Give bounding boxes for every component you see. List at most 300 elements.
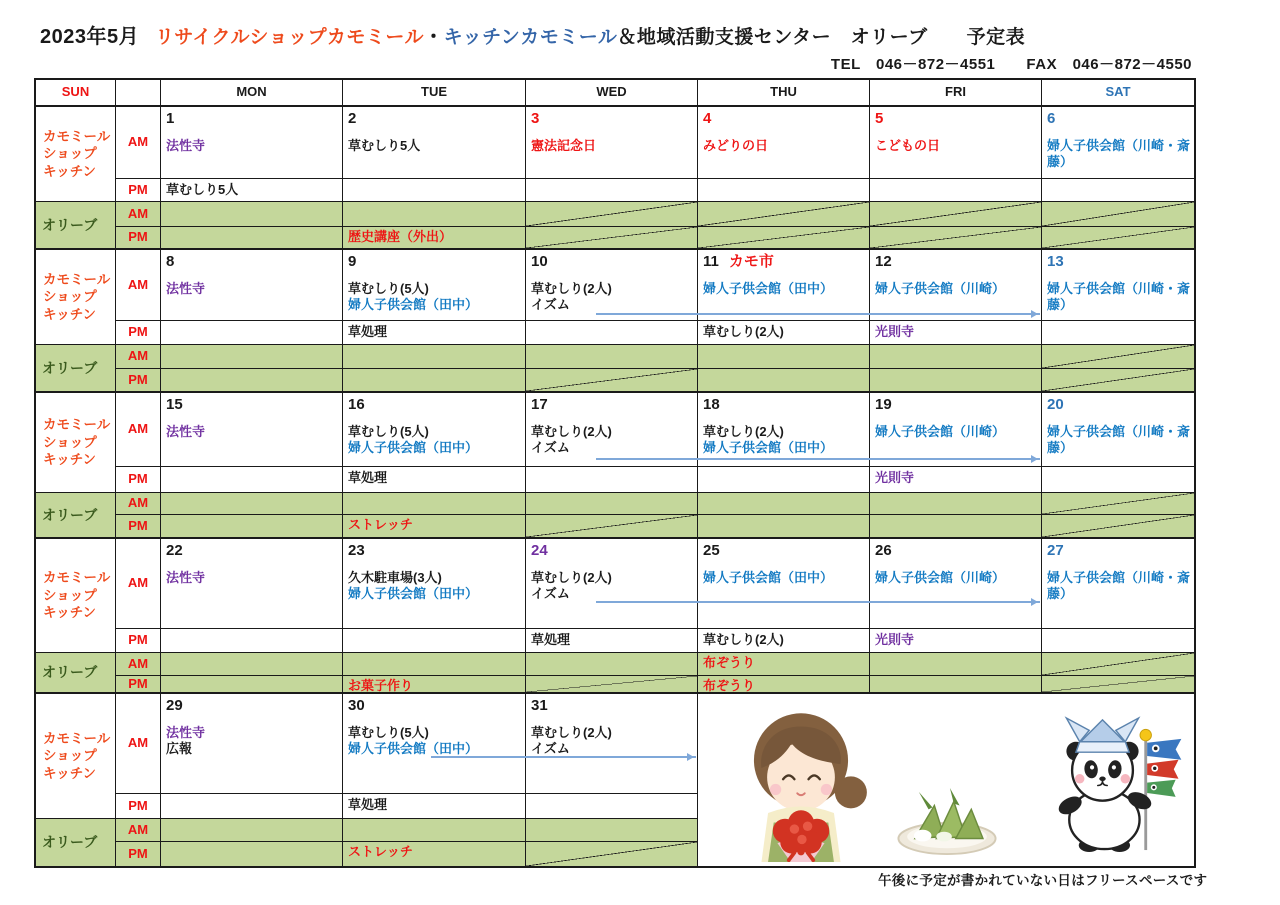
header-label: SAT (1105, 84, 1131, 100)
event-text: 婦人子供会館（田中） (348, 741, 479, 757)
pm-label: PM (128, 517, 148, 533)
illustration-cell (698, 694, 1194, 866)
olive-am-day-23 (343, 653, 526, 676)
event-text: 草処理 (531, 632, 571, 647)
event-text: 布ぞうり (703, 655, 756, 670)
day-23-am-cell (343, 539, 526, 629)
event-text: 婦人子供会館（川崎） (875, 423, 1006, 439)
am-row-label (116, 393, 161, 467)
pm-label: PM (128, 181, 148, 197)
day-number-line (1047, 252, 1190, 272)
event-text: 婦人子供会館（田中） (703, 280, 834, 296)
day-number-line (348, 252, 521, 272)
olive-am-day-6 (1042, 202, 1194, 227)
day-number: 22 (166, 542, 183, 559)
schedule-arrow-week4 (596, 601, 1040, 603)
chamomile-row-label (36, 250, 116, 345)
pm-label: PM (128, 632, 148, 648)
event-text: 法性寺 (166, 423, 206, 439)
day-20-am-cell (1042, 393, 1194, 467)
event-text: 婦人子供会館（田中） (348, 297, 479, 313)
chamomile-label-line: キッチン (43, 163, 97, 179)
am-events (531, 570, 693, 604)
olive-pm-day-18 (698, 515, 870, 539)
event-text: 久木駐車場(3人) (348, 569, 442, 585)
olive-pm-row-label (116, 227, 161, 250)
olive-am-day-29 (161, 819, 343, 842)
olive-pm-day-26 (870, 676, 1042, 694)
event-text: 法性寺 (166, 137, 206, 153)
olive-am-day-27 (1042, 653, 1194, 676)
am-label: AM (127, 495, 149, 511)
am-events (348, 138, 521, 155)
olive-row-label (36, 653, 116, 694)
olive-label: オリーブ (42, 664, 98, 681)
chamomile-row-label (36, 107, 116, 202)
day-number: 9 (348, 253, 357, 270)
event-text: イズム (531, 741, 570, 757)
event-text: 婦人子供会館（川崎・斎藤） (1047, 137, 1191, 170)
olive-pm-day-19 (870, 515, 1042, 539)
olive-pm-row-label (116, 676, 161, 694)
olive-pm-day-22 (161, 676, 343, 694)
day-number: 27 (1047, 542, 1064, 559)
am-events (703, 281, 865, 298)
page-title (40, 20, 1025, 49)
event-text: ストレッチ (348, 517, 413, 532)
olive-am-day-19 (870, 493, 1042, 515)
day-13-am-cell (1042, 250, 1194, 321)
schedule-arrow-week5 (431, 756, 696, 758)
olive-am-row-label (116, 493, 161, 515)
event-text: 婦人子供会館（田中） (348, 440, 479, 456)
olive-pm-day-13 (1042, 369, 1194, 393)
olive-pm-day-1 (161, 227, 343, 250)
olive-pm-row-label (116, 369, 161, 393)
event-text: 婦人子供会館（田中） (703, 569, 834, 585)
olive-am-day-10 (526, 345, 698, 369)
pm-label: PM (128, 371, 148, 387)
day-12-pm-cell (870, 321, 1042, 345)
day-29-am-cell (161, 694, 343, 794)
day-number-line (166, 109, 338, 129)
day-20-pm-cell (1042, 467, 1194, 493)
chamomile-label-line: カモミール (43, 417, 111, 433)
day-3-pm-cell (526, 179, 698, 202)
title-shop-name: リサイクルショップカモミール (155, 27, 425, 48)
schedule-arrow-week2 (596, 313, 1040, 315)
day-number-line (1047, 541, 1190, 561)
pm-row-label (116, 629, 161, 653)
olive-am-day-25 (698, 653, 870, 676)
pm-row-label (116, 467, 161, 493)
olive-pm-day-17 (526, 515, 698, 539)
am-events (703, 570, 865, 587)
pm-label: PM (128, 676, 148, 691)
chamomile-label-line: ショップ (43, 146, 97, 162)
day-number-line (531, 395, 693, 415)
day-31-am-cell (526, 694, 698, 794)
am-events (875, 424, 1037, 441)
olive-row-label (36, 819, 116, 866)
day-19-pm-cell (870, 467, 1042, 493)
am-events (348, 725, 521, 759)
header-label: MON (236, 84, 267, 100)
day-1-am-cell (161, 107, 343, 179)
am-events (531, 424, 693, 458)
day-25-pm-cell (698, 629, 870, 653)
day-number-line (166, 696, 338, 716)
chamomile-row-label (36, 694, 116, 819)
am-events (166, 138, 338, 155)
am-events (1047, 570, 1190, 604)
day-9-pm-cell (343, 321, 526, 345)
event-text: 草むしり(5人) (348, 280, 429, 296)
event-text: 婦人子供会館（川崎・斎藤） (1047, 423, 1191, 456)
day-number: 16 (348, 396, 365, 413)
olive-am-day-31 (526, 819, 698, 842)
am-label: AM (127, 735, 149, 751)
chimaki-plate-illustration (893, 788, 1001, 856)
header-thu (698, 80, 870, 107)
day-number: 3 (531, 110, 540, 127)
event-text: イズム (531, 440, 570, 456)
pm-row-label (116, 321, 161, 345)
olive-pm-day-24 (526, 676, 698, 694)
day-11-am-cell (698, 250, 870, 321)
event-text: 草処理 (348, 797, 388, 812)
day-number-line (348, 541, 521, 561)
day-number: 8 (166, 253, 175, 270)
olive-pm-day-16 (343, 515, 526, 539)
olive-pm-day-31 (526, 842, 698, 866)
event-text: 草むしり(2人) (531, 280, 612, 296)
olive-am-day-4 (698, 202, 870, 227)
title-kitchen-name: キッチンカモミール (443, 27, 618, 48)
event-text: 婦人子供会館（川崎） (875, 569, 1006, 585)
day-number-line (703, 395, 865, 415)
olive-am-row-label (116, 345, 161, 369)
olive-am-day-24 (526, 653, 698, 676)
olive-am-day-3 (526, 202, 698, 227)
day-number: 30 (348, 697, 365, 714)
day-8-pm-cell (161, 321, 343, 345)
am-events (1047, 424, 1190, 458)
day-2-am-cell (343, 107, 526, 179)
day-18-am-cell (698, 393, 870, 467)
olive-pm-day-27 (1042, 676, 1194, 694)
day-15-am-cell (161, 393, 343, 467)
olive-pm-day-15 (161, 515, 343, 539)
day-number-line (875, 395, 1037, 415)
day-number: 4 (703, 110, 712, 127)
header-label: TUE (421, 84, 447, 100)
header-wed (526, 80, 698, 107)
day-number: 19 (875, 396, 892, 413)
day-12-am-cell (870, 250, 1042, 321)
olive-am-day-18 (698, 493, 870, 515)
day-16-pm-cell (343, 467, 526, 493)
panda-koinobori-illustration (1036, 712, 1188, 857)
day-30-am-cell (343, 694, 526, 794)
am-label: AM (127, 421, 149, 437)
day-24-pm-cell (526, 629, 698, 653)
event-text: 草むしり5人 (166, 182, 239, 197)
chamomile-label-line: カモミール (43, 730, 111, 746)
day-number-line (703, 541, 865, 561)
day-19-am-cell (870, 393, 1042, 467)
chamomile-label-line: キッチン (43, 306, 97, 322)
am-events (703, 424, 865, 458)
day-26-pm-cell (870, 629, 1042, 653)
olive-am-day-2 (343, 202, 526, 227)
chamomile-label-line: キッチン (43, 605, 97, 621)
day-8-am-cell (161, 250, 343, 321)
event-text: 婦人子供会館（田中） (703, 440, 834, 456)
day-number: 5 (875, 110, 884, 127)
olive-pm-day-10 (526, 369, 698, 393)
day-note: カモ市 (728, 253, 774, 270)
chamomile-label-line: ショップ (43, 289, 97, 305)
olive-pm-day-29 (161, 842, 343, 866)
event-text: 光則寺 (875, 324, 915, 339)
day-27-am-cell (1042, 539, 1194, 629)
day-18-pm-cell (698, 467, 870, 493)
olive-am-day-15 (161, 493, 343, 515)
contact-line: TEL 046－872－4551 FAX 046－872－4550 (830, 56, 1192, 73)
olive-pm-day-4 (698, 227, 870, 250)
title-month: 2023年5月 (40, 26, 140, 48)
olive-pm-day-9 (343, 369, 526, 393)
event-text: 婦人子供会館（川崎・斎藤） (1047, 569, 1191, 602)
day-17-am-cell (526, 393, 698, 467)
event-text: 広報 (166, 741, 193, 757)
day-5-pm-cell (870, 179, 1042, 202)
day-number: 12 (875, 253, 892, 270)
chamomile-label-line: カモミール (43, 128, 111, 144)
olive-pm-day-25 (698, 676, 870, 694)
header-label: FRI (945, 84, 966, 100)
day-5-am-cell (870, 107, 1042, 179)
day-number: 15 (166, 396, 183, 413)
day-4-pm-cell (698, 179, 870, 202)
pm-row-label (116, 794, 161, 819)
chamomile-label-line: ショップ (43, 434, 97, 450)
olive-am-day-30 (343, 819, 526, 842)
day-22-pm-cell (161, 629, 343, 653)
event-text: イズム (531, 297, 570, 313)
event-text: 草処理 (348, 324, 388, 339)
am-events (166, 424, 338, 441)
am-events (531, 281, 693, 315)
day-10-pm-cell (526, 321, 698, 345)
event-text: 草むしり(5人) (348, 724, 429, 740)
day-22-am-cell (161, 539, 343, 629)
am-label: AM (127, 821, 149, 837)
olive-row-label (36, 345, 116, 393)
pm-row-label (116, 179, 161, 202)
header-sun (36, 80, 116, 107)
day-number: 26 (875, 542, 892, 559)
olive-am-day-13 (1042, 345, 1194, 369)
title-dot: ・ (424, 27, 444, 48)
day-number: 31 (531, 697, 548, 714)
event-text: 婦人子供会館（川崎・斎藤） (1047, 280, 1191, 313)
day-16-am-cell (343, 393, 526, 467)
olive-am-row-label (116, 819, 161, 842)
day-number-line (348, 109, 521, 129)
am-events (166, 281, 338, 298)
day-13-pm-cell (1042, 321, 1194, 345)
day-number-line (703, 252, 865, 272)
event-text: イズム (531, 586, 570, 602)
day-11-pm-cell (698, 321, 870, 345)
event-text: 草むしり(2人) (531, 423, 612, 439)
header-tue (343, 80, 526, 107)
event-text: 草むしり(2人) (703, 632, 784, 647)
am-events (531, 138, 693, 155)
am-label: AM (127, 575, 149, 591)
day-17-pm-cell (526, 467, 698, 493)
chamomile-row-label (36, 393, 116, 493)
am-events (166, 570, 338, 587)
event-text: 婦人子供会館（田中） (348, 586, 479, 602)
chamomile-label-line: キッチン (43, 765, 97, 781)
day-2-pm-cell (343, 179, 526, 202)
title-rest: ＆地域活動支援センター オリーブ 予定表 (617, 27, 1026, 48)
olive-am-day-12 (870, 345, 1042, 369)
am-events (703, 138, 865, 155)
day-6-am-cell (1042, 107, 1194, 179)
am-events (348, 424, 521, 458)
am-row-label (116, 694, 161, 794)
olive-pm-day-20 (1042, 515, 1194, 539)
am-label: AM (127, 348, 149, 364)
olive-pm-day-3 (526, 227, 698, 250)
event-text: 草むしり(2人) (703, 324, 784, 339)
am-events (166, 725, 338, 759)
day-number: 18 (703, 396, 720, 413)
day-number-line (1047, 395, 1190, 415)
chamomile-label-line: カモミール (43, 271, 111, 287)
am-events (1047, 281, 1190, 315)
am-events (1047, 138, 1190, 172)
event-text: みどりの日 (703, 137, 769, 153)
olive-label: オリーブ (42, 359, 98, 376)
olive-label: オリーブ (42, 834, 98, 851)
olive-am-day-16 (343, 493, 526, 515)
olive-pm-day-5 (870, 227, 1042, 250)
day-number-line (166, 252, 338, 272)
day-10-am-cell (526, 250, 698, 321)
olive-am-day-17 (526, 493, 698, 515)
day-number-line (875, 109, 1037, 129)
day-number-line (875, 252, 1037, 272)
am-row-label (116, 250, 161, 321)
day-6-pm-cell (1042, 179, 1194, 202)
mothers-day-girl-illustration (708, 702, 894, 862)
day-number: 6 (1047, 110, 1056, 127)
day-3-am-cell (526, 107, 698, 179)
am-row-label (116, 539, 161, 629)
event-text: 光則寺 (875, 632, 915, 647)
am-events (531, 725, 693, 759)
day-31-pm-cell (526, 794, 698, 819)
olive-am-row-label (116, 202, 161, 227)
header-mon (161, 80, 343, 107)
olive-pm-row-label (116, 515, 161, 539)
header-fri (870, 80, 1042, 107)
day-number: 13 (1047, 253, 1064, 270)
day-number-line (1047, 109, 1190, 129)
day-9-am-cell (343, 250, 526, 321)
olive-pm-day-23 (343, 676, 526, 694)
day-4-am-cell (698, 107, 870, 179)
olive-am-day-5 (870, 202, 1042, 227)
day-30-pm-cell (343, 794, 526, 819)
olive-pm-day-2 (343, 227, 526, 250)
day-number-line (531, 541, 693, 561)
olive-pm-day-11 (698, 369, 870, 393)
day-number-line (531, 252, 693, 272)
day-24-am-cell (526, 539, 698, 629)
olive-pm-day-8 (161, 369, 343, 393)
am-events (875, 138, 1037, 155)
footer-note: 午後に予定が書かれていない日はフリースペースです (878, 873, 1208, 888)
event-text: 法性寺 (166, 724, 206, 740)
am-label: AM (127, 205, 149, 221)
olive-am-day-9 (343, 345, 526, 369)
pm-label: PM (128, 229, 148, 245)
day-number-line (166, 395, 338, 415)
day-number: 29 (166, 697, 183, 714)
day-number: 1 (166, 110, 175, 127)
day-number-line (166, 541, 338, 561)
am-label: AM (127, 134, 149, 150)
event-text: こどもの日 (875, 137, 941, 153)
illustrations-group (698, 694, 1194, 866)
am-row-label (116, 107, 161, 179)
event-text: ストレッチ (348, 844, 413, 859)
day-number: 11 (703, 253, 719, 270)
olive-am-day-26 (870, 653, 1042, 676)
event-text: 草処理 (348, 470, 388, 485)
olive-label: オリーブ (42, 506, 98, 523)
day-23-pm-cell (343, 629, 526, 653)
day-number: 25 (703, 542, 720, 559)
chamomile-label-line: ショップ (43, 748, 97, 764)
chamomile-label-line: ショップ (43, 587, 97, 603)
chamomile-label-line: カモミール (43, 570, 111, 586)
event-text: 憲法記念日 (531, 137, 597, 153)
am-events (875, 281, 1037, 298)
day-29-pm-cell (161, 794, 343, 819)
day-number-line (348, 696, 521, 716)
header-sat (1042, 80, 1194, 107)
olive-am-day-22 (161, 653, 343, 676)
day-26-am-cell (870, 539, 1042, 629)
olive-label: オリーブ (42, 216, 98, 233)
day-number: 2 (348, 110, 357, 127)
olive-am-day-11 (698, 345, 870, 369)
schedule-table (34, 78, 1196, 868)
event-text: 草むしり(2人) (531, 724, 612, 740)
event-text: 歴史講座（外出） (348, 229, 453, 244)
day-number: 10 (531, 253, 548, 270)
event-text: 光則寺 (875, 470, 915, 485)
day-number-line (348, 395, 521, 415)
event-text: 草むしり5人 (348, 137, 421, 153)
